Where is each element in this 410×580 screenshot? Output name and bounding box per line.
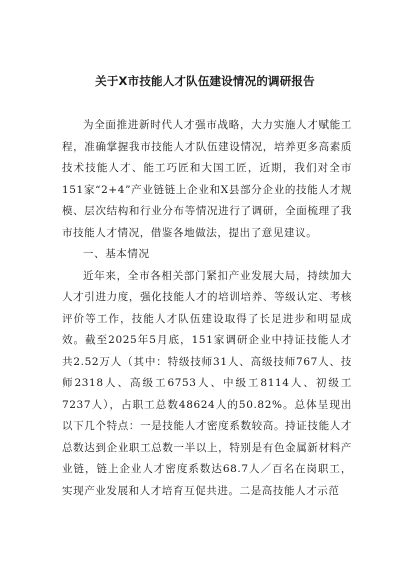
document-body [62, 115, 352, 502]
document-title: 关于X市技能人才队伍建设情况的调研报告 [95, 74, 315, 88]
intro-paragraph: 为全面推进新时代人才强市战略，大力实施人才赋能工程，准确掌握我市技能人才队伍建设情况，培养更多高素质技术技能人才、能工巧匠和大国工匠，近期，我们对全市151家“2+4”产业链链上企业和X县部分企业的技能人才规模、层次结构和行业分布等情况进行了调研，全面梳理了我市技能人才情况，借鉴各地做法，提出了意见建议。 [62, 119, 352, 239]
section-heading: 一、基本情况 [83, 248, 150, 260]
basic-situation-paragraph: 近年来，全市各相关部门紧扣产业发展大局，持续加大人才引进力度，强化技能人才的培训培养、等级认定、考核评价等工作，技能人才队伍建设取得了长足进步和明显成效。截至2025年5月底，151家调研企业中持证技能人才共2.52万人（其中：特级技师31人、高级技师767人、技师2318人、高级工6753人、中级工8114人、初级工7237人），占职工总数48624人的50.82%。总体呈现出以下几个特点：一是技能人才密度系数较高。持证技能人才总数达到企业职工总数一半以上，特别是有色金属新材料产业链，链上企业人才密度系数达68.7人／百名在岗职工，实现产业发展和人才培育互促共进。二是高技能人才示范 [62, 269, 352, 497]
